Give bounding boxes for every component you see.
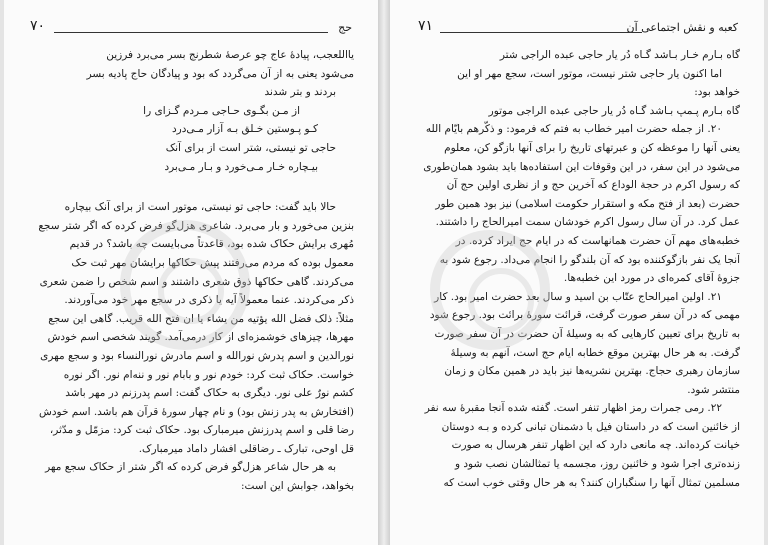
text-line: عمل کرد. در آن سال رسول اکرم خودشان سمت امیرالحاج را داشتند. bbox=[435, 216, 740, 229]
text-line: زنده‌تری اجرا شود و خائنین روز، مجسمه یا تمثالشان نصب شود و bbox=[454, 458, 740, 471]
text-line: به تاریخ برای تعیین کارهایی که به وسیلهٔ آن حضرت در آن سفر صورت bbox=[434, 327, 740, 340]
prose-line: مثلاً: ذلک فضل الله یؤتیه من یشاء یا ان فتح الله قریب. گاهی این سجع bbox=[48, 312, 354, 325]
text-line: ۲۰. از جمله حضرت امیر خطاب به فتم که فرمود: و ذکّرهم بایّام الله bbox=[425, 123, 722, 136]
poem-line: کـو پـوستین خـلق بـه آزار مـی‌درد bbox=[171, 123, 318, 136]
text-line: از خائنین است که در داستان فیل با دشمنان تبانی کرده و بـه دوستان bbox=[441, 420, 740, 433]
text-line: ۲۱. اولین امیرالحاج عتّاب بن اسید و سال بعد حضرت امیر بود. کار bbox=[434, 290, 722, 303]
header-rule bbox=[54, 32, 328, 33]
prose-line: به هر حال شاعر هزل‌گو فرض کرده که اگر شتر از حکاک سجع مهر bbox=[45, 461, 336, 474]
text-line: مسلمین تمثال آنها را سنگباران کنند؟ به هر حال وقتی خوب است که bbox=[443, 476, 740, 489]
text-line: خیانت کرده‌اند. چه مانعی دارد که این اظهار تنفر هرسال به صورت bbox=[451, 439, 740, 452]
poem-line: بیـچاره خـار مـی‌خورد و بـار مـی‌برد bbox=[164, 160, 318, 173]
text-line: سازمان رهبری حجاج. بهترین نشریه‌ها نیز باید در همین مکان و زمان bbox=[444, 365, 740, 378]
watermark-seal bbox=[120, 220, 250, 350]
prose-line: مهرها، چیزهای خوشمزه‌ای از کار درمی‌آمد. گویند شخصی اسم خودش bbox=[47, 331, 354, 344]
prose-line: ذکر می‌کردند. عنما معمولاً آیه یا ذکری در سجع مهر خود می‌آوردند. bbox=[64, 294, 354, 307]
prose-line: قل اوحی، تبارک ـ رضاقلی افشار داماد میرمبارک. bbox=[138, 442, 354, 455]
prose-line: کشم نورٌ علی نور. دیگری به حکاک گفت: اسم پدرزنم در مهر باشد bbox=[65, 387, 354, 400]
text-line: جزوهٔ آقای کمره‌ای در مورد این خطبه‌ها. bbox=[563, 272, 740, 285]
text-line: مهمی که در آن سفر صورت گرفت، قرائت سورهٔ برائت بود. رجوع شود bbox=[429, 309, 740, 322]
text-line: گاه بـارم پـمپ بـاشد گـاه دُر یار حاجی عبده الراجی موتور bbox=[488, 104, 740, 117]
text-line: خطبه‌های مهم آن حضرت همانهاست که در ایام حج ایراد کرده. در bbox=[455, 234, 740, 247]
prose-line: (افتخارش به پدر زنش بود) و نام چهار سورهٔ قرآن هم باشد. اسم خودش bbox=[39, 405, 354, 418]
text-line: خواهد بود: bbox=[694, 86, 740, 99]
text-line: ۲۲. رمی جمرات رمز اظهار تنفر است. گفته شده آنجا مقبرهٔ سه نفر bbox=[424, 402, 722, 415]
left-page-header bbox=[28, 18, 352, 40]
prose-line: بخواهد، جوابش این است: bbox=[240, 480, 354, 493]
left-page-number: ۷۰ bbox=[30, 18, 46, 34]
poem-line: از مـن بگـوی حـاجی مـردم گـزای را bbox=[143, 104, 300, 117]
left-page-running-title: حج bbox=[338, 21, 352, 34]
text-line: حضرت (بعد از فتح مکه و استقرار حکومت اسلامی) نیز بود همین طور bbox=[435, 197, 740, 210]
text-line: یعنی آنها را موعظه کن و عبرتهای تاریخ را برای آنها بازگو کن، معلوم bbox=[444, 141, 740, 154]
right-page-running-title: کعبه و نقش اجتماعی آن bbox=[626, 21, 738, 34]
poem-line: می‌شود یعنی به از آن می‌گردد که بود و پیادگان حاج پادیه بسر bbox=[86, 67, 354, 80]
text-line: منتشر شود. bbox=[687, 383, 740, 396]
text-line: که رسول اکرم در حجة الوداع که آخرین حج و از نظری اولین حج آن bbox=[446, 179, 740, 192]
text-line: می‌شود در این سفر، در این وقوفات این استفاده‌ها باید بشود همان‌طوری bbox=[423, 160, 740, 173]
paragraph-gap bbox=[28, 176, 354, 198]
prose-line: حالا باید گفت: حاجی تو نیستی، موتور است از برای آنک بیچاره bbox=[64, 201, 336, 214]
prose-line: مُهری برایش حکاک شده بود، قاعدتاً می‌بایست چه باشد؟ در قدیم bbox=[69, 238, 354, 251]
text-line: گرفت. به هر حال بهترین موقع خطابه ایام حج است، آنهم به وسیلهٔ bbox=[450, 346, 740, 359]
prose-line: خواست. حکاک ثبت کرد: خودم نور و بابام نور و ننه‌ام نور. اگر نوره bbox=[63, 368, 354, 381]
prose-line: معمول بوده که مردم می‌رفتند پیش حکاکها برایشان مهر ثبت حک bbox=[71, 256, 354, 269]
book-gutter bbox=[378, 0, 390, 545]
prose-line: می‌کردند. گاهی حکاکها ذوق شعری داشتند و اسم شخص را ضمن شعری bbox=[39, 275, 354, 288]
poem-line: بردند و بتر شدند bbox=[264, 86, 336, 99]
prose-line: بنزین می‌خورد و بار می‌برد. شاعری هزل‌گو فرض کرده که اگر شتر سجع bbox=[38, 219, 354, 232]
prose-line: نورالدین و اسم پدرش نورالله و اسم مادرش نورالنساء بود و سجع مهری bbox=[40, 349, 354, 362]
text-line: اما اکنون یار حاجی شتر نیست، موتور است، سجع مهر او این bbox=[457, 67, 722, 80]
text-line: آنجا یک نفر بازگوکننده بود که آن بلندگو را انجام می‌داد. رجوع شود به bbox=[439, 253, 740, 266]
text-line: گاه بـارم خـار بـاشد گـاه دُر یار حاجی عبده الراجی شتر bbox=[499, 49, 740, 61]
poem-line: حاجی تو نیستی، شتر است از برای آنک bbox=[165, 141, 336, 154]
prose-line: رضا قلی و اسم پدرزنش میرمبارک بود. حکاک ثبت کرد: مزمّل و مدّثر، bbox=[49, 424, 354, 437]
right-page-header bbox=[414, 18, 738, 40]
poem-line: یااللعجب، پیادهٔ عاج چو عرصهٔ شطرنج بسر می‌برد فرزین bbox=[106, 49, 354, 61]
header-rule bbox=[440, 32, 642, 33]
watermark-seal bbox=[430, 230, 550, 350]
right-page-number: ۷۱ bbox=[418, 18, 434, 34]
